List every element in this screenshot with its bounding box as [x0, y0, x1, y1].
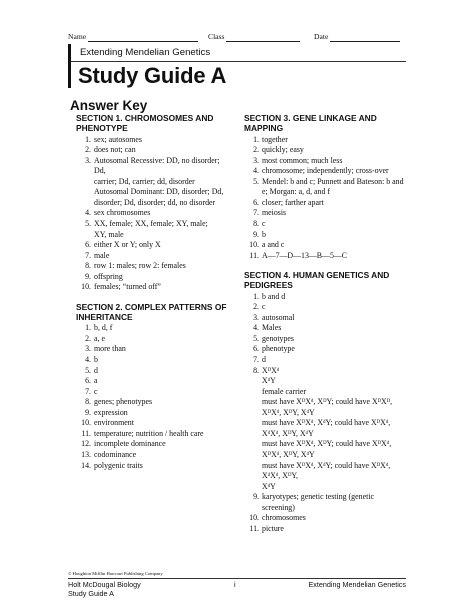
item-answer: must have XᴰXᵈ, XᵈY; could have XᴰXᵈ,: [262, 418, 391, 428]
item-number: 7.: [253, 355, 259, 365]
list-item: [76, 366, 232, 377]
item-answer: d: [94, 365, 98, 375]
item-number: 8.: [85, 397, 91, 407]
item-number: 1.: [253, 291, 259, 301]
date-field: [314, 32, 328, 41]
item-answer: karyotypes; genetic testing (genetic: [262, 492, 374, 502]
list-item: [244, 344, 404, 355]
list-item: [244, 177, 404, 188]
item-number: 2.: [253, 145, 259, 155]
item-number: 3.: [85, 344, 91, 354]
item-answer: does not; can: [94, 145, 136, 155]
item-answer: XᵈY: [262, 376, 276, 386]
list-item-continued: [76, 230, 232, 241]
date-line: [330, 32, 400, 42]
item-number: 4.: [85, 355, 91, 365]
list-item: [244, 240, 404, 251]
item-answer: b: [262, 229, 266, 239]
list-item: [244, 292, 404, 303]
list-item-continued: [244, 376, 404, 387]
title-block: [68, 44, 406, 88]
item-number: [244, 376, 262, 387]
item-answer: chromosome; independently; cross-over: [262, 166, 389, 176]
list-item-continued: [244, 439, 404, 450]
item-number: 2.: [85, 145, 91, 155]
item-number: 1.: [253, 134, 259, 144]
list-item: [76, 282, 232, 293]
item-number: [244, 471, 262, 482]
section-3-title: SECTION 3. GENE LINKAGE AND MAPPING: [244, 113, 377, 133]
list-item-continued: [76, 187, 232, 198]
footer-book: Holt McDougal Biology: [68, 580, 141, 589]
item-answer: e; Morgan: a, d, and f: [262, 187, 331, 197]
list-item: [76, 272, 232, 283]
item-answer: must have XᴰXᵈ, XᴰY; could have XᴰXᴰ,: [262, 397, 393, 407]
list-item: [76, 376, 232, 387]
list-item-continued: [244, 387, 404, 398]
item-number: 6.: [253, 197, 259, 207]
item-number: 13.: [81, 449, 91, 459]
name-line: [88, 32, 198, 42]
item-answer: Males: [262, 323, 282, 333]
list-item-continued: [76, 177, 232, 188]
item-answer: expression: [94, 407, 128, 417]
section-4-list: [244, 292, 404, 535]
item-number: 10.: [81, 418, 91, 428]
item-answer: sex chromosomes: [94, 208, 151, 218]
list-item: [244, 355, 404, 366]
item-answer: XY, male: [94, 229, 124, 239]
item-number: 12.: [81, 439, 91, 449]
list-item-continued: [76, 198, 232, 209]
item-number: 3.: [253, 155, 259, 165]
item-number: 4.: [253, 166, 259, 176]
name-field: [68, 32, 86, 41]
item-answer: either X or Y; only X: [94, 240, 161, 250]
item-number: 8.: [85, 261, 91, 271]
item-number: 9.: [253, 229, 259, 239]
section-2-title: SECTION 2. COMPLEX PATTERNS OF INHERITANCE: [76, 301, 227, 322]
footer-guide: Study Guide A: [68, 589, 114, 598]
item-number: [76, 187, 94, 198]
item-answer: must have XᴰXᵈ, XᴰY; could have XᴰXᵈ,: [262, 439, 392, 449]
list-item: [76, 418, 232, 429]
list-item: [244, 302, 404, 313]
item-number: [244, 450, 262, 461]
list-item: [244, 219, 404, 230]
item-number: [244, 461, 262, 472]
page-title: Study Guide A: [78, 63, 227, 88]
item-answer: XᵈXᵈ, XᴰY, XᵈY: [262, 428, 314, 438]
item-answer: c: [262, 218, 266, 228]
list-item: [76, 219, 232, 230]
list-item: [244, 208, 404, 219]
item-answer: XᵈY: [262, 481, 276, 491]
page-number: i: [234, 580, 236, 589]
item-answer: d: [262, 355, 266, 365]
item-answer: sex; autosomes: [94, 134, 142, 144]
section-3-list: [244, 135, 404, 262]
list-item-continued: [244, 461, 404, 472]
item-answer: autosomal: [262, 312, 295, 322]
item-number: 1.: [85, 323, 91, 333]
list-item: [76, 387, 232, 398]
title-bar: [68, 44, 71, 88]
item-answer: XᴰXᵈ, XᴰY, XᵈY: [262, 449, 315, 459]
item-number: 9.: [85, 271, 91, 281]
item-number: 6.: [85, 240, 91, 250]
item-number: 5.: [85, 365, 91, 375]
item-number: 5.: [253, 176, 259, 186]
item-number: 7.: [85, 250, 91, 260]
item-answer: environment: [94, 418, 134, 428]
item-answer: genotypes: [262, 333, 294, 343]
item-answer: codominance: [94, 449, 137, 459]
list-item: [76, 145, 232, 156]
item-answer: row 1: males; row 2: females: [94, 261, 186, 271]
list-item-continued: [244, 418, 404, 429]
item-number: 10.: [249, 240, 259, 250]
item-answer: disorder; Dd, disorder; dd, no disorder: [94, 197, 216, 207]
item-answer: offspring: [94, 271, 123, 281]
footer-rule: [68, 578, 406, 579]
section-4-title: SECTION 4. HUMAN GENETICS AND PEDIGREES: [244, 270, 390, 290]
item-answer: b and d: [262, 291, 286, 301]
class-line: [226, 32, 300, 42]
item-answer: quickly; easy: [262, 145, 304, 155]
item-number: [244, 429, 262, 440]
section-1-title: SECTION 1. CHROMOSOMES AND PHENOTYPE: [76, 113, 214, 133]
list-item: [76, 461, 232, 472]
list-item: [244, 313, 404, 324]
item-answer: incomplete dominance: [94, 439, 166, 449]
list-item-continued: [244, 187, 404, 198]
list-item-continued: [244, 503, 404, 514]
item-number: 8.: [253, 218, 259, 228]
list-item-continued: [244, 471, 404, 482]
item-answer: chromosomes: [262, 513, 306, 523]
item-number: 6.: [253, 344, 259, 354]
item-number: 11.: [81, 428, 91, 438]
list-item: [76, 156, 232, 177]
left-column: [76, 114, 232, 481]
item-number: 10.: [81, 282, 91, 292]
item-answer: XX, female; XX, female; XY, male;: [94, 218, 208, 228]
item-number: [244, 397, 262, 408]
item-number: [76, 230, 94, 241]
item-number: 11.: [249, 250, 259, 260]
item-number: 6.: [85, 376, 91, 386]
item-number: [244, 187, 262, 198]
item-number: [244, 418, 262, 429]
list-item: [76, 429, 232, 440]
item-answer: b, d, f: [94, 323, 113, 333]
list-item-continued: [244, 482, 404, 493]
list-item: [76, 450, 232, 461]
list-item-continued: [244, 429, 404, 440]
item-number: [244, 439, 262, 450]
item-answer: Mendel: b and c; Punnett and Bateson: b and: [262, 176, 404, 186]
list-item: [244, 251, 404, 262]
list-item: [244, 366, 404, 377]
item-answer: picture: [262, 523, 284, 533]
list-item: [244, 230, 404, 241]
item-answer: Autosomal Recessive: DD, no disorder; Dd,: [94, 155, 220, 176]
list-item: [76, 334, 232, 345]
list-item: [76, 251, 232, 262]
item-number: [244, 387, 262, 398]
item-answer: temperature; nutrition / health care: [94, 428, 204, 438]
item-answer: a, e: [94, 333, 105, 343]
item-number: 10.: [249, 513, 259, 523]
item-answer: genes; phenotypes: [94, 397, 153, 407]
list-item: [76, 240, 232, 251]
item-answer: XᴰXᵈ: [262, 365, 280, 375]
list-item: [244, 492, 404, 503]
item-answer: female carrier: [262, 386, 307, 396]
item-answer: a and c: [262, 240, 285, 250]
item-answer: c: [262, 302, 266, 312]
date-label: Date: [314, 32, 329, 41]
list-item: [244, 166, 404, 177]
list-item: [244, 145, 404, 156]
list-item: [76, 261, 232, 272]
item-number: 2.: [253, 302, 259, 312]
list-item: [244, 156, 404, 167]
item-number: [244, 482, 262, 493]
list-item: [76, 408, 232, 419]
list-item: [244, 135, 404, 146]
list-item: [244, 524, 404, 535]
list-item: [244, 323, 404, 334]
list-item: [76, 323, 232, 334]
title-rule: [71, 61, 406, 62]
section-1-list: [76, 135, 232, 293]
list-item: [244, 513, 404, 524]
footer-left: [68, 580, 141, 598]
item-answer: a: [94, 376, 98, 386]
item-answer: polygenic traits: [94, 460, 143, 470]
class-field: [208, 32, 224, 41]
section-2-list: [76, 323, 232, 471]
item-number: [76, 177, 94, 188]
item-answer: closer; farther apart: [262, 197, 324, 207]
list-item: [76, 439, 232, 450]
item-answer: screening): [262, 502, 295, 512]
item-answer: carrier; Dd, carrier; dd, disorder: [94, 176, 195, 186]
item-answer: XᴰXᵈ, XᴰY, XᵈY: [262, 407, 315, 417]
item-answer: more than: [94, 344, 126, 354]
item-number: 3.: [253, 312, 259, 322]
item-number: 9.: [253, 492, 259, 502]
list-item: [76, 208, 232, 219]
right-column: [244, 114, 404, 544]
item-answer: meiosis: [262, 208, 287, 218]
footer-right: Extending Mendelian Genetics: [308, 580, 406, 589]
item-number: [76, 198, 94, 209]
item-answer: together: [262, 134, 288, 144]
item-number: 1.: [85, 134, 91, 144]
list-item-continued: [244, 450, 404, 461]
item-answer: A—7—D—13—B—5—C: [262, 250, 348, 260]
item-number: 9.: [85, 407, 91, 417]
item-answer: male: [94, 250, 110, 260]
item-number: 14.: [81, 460, 91, 470]
name-label: Name: [68, 32, 87, 41]
item-answer: XᵈXᵈ, XᴰY,: [262, 471, 298, 481]
copyright: © Houghton Mifflin Harcourt Publishing Company: [68, 571, 163, 576]
list-item: [76, 397, 232, 408]
list-item: [76, 344, 232, 355]
subject-label: Extending Mendelian Genetics: [80, 47, 211, 58]
item-number: 11.: [249, 523, 259, 533]
item-answer: c: [94, 386, 98, 396]
item-number: 4.: [253, 323, 259, 333]
list-item-continued: [244, 408, 404, 419]
item-number: 5.: [85, 218, 91, 228]
list-item: [244, 334, 404, 345]
item-answer: phenotype: [262, 344, 295, 354]
item-number: 3.: [85, 155, 91, 165]
item-answer: females; “turned off”: [94, 282, 161, 292]
item-number: 5.: [253, 333, 259, 343]
item-number: 7.: [85, 386, 91, 396]
item-number: [244, 503, 262, 514]
class-label: Class: [208, 32, 225, 41]
item-number: 4.: [85, 208, 91, 218]
item-number: 2.: [85, 333, 91, 343]
item-answer: b: [94, 355, 98, 365]
list-item-continued: [244, 397, 404, 408]
item-answer: must have XᴰXᵈ, XᵈY; could have XᴰXᵈ,: [262, 460, 391, 470]
item-number: 7.: [253, 208, 259, 218]
list-item: [76, 135, 232, 146]
item-answer: Autosomal Dominant: DD, disorder; Dd,: [94, 187, 224, 197]
answer-key-heading: Answer Key: [70, 98, 148, 113]
list-item: [244, 198, 404, 209]
item-answer: most common; much less: [262, 155, 343, 165]
list-item: [76, 355, 232, 366]
item-number: [244, 408, 262, 419]
item-number: 8.: [253, 365, 259, 375]
